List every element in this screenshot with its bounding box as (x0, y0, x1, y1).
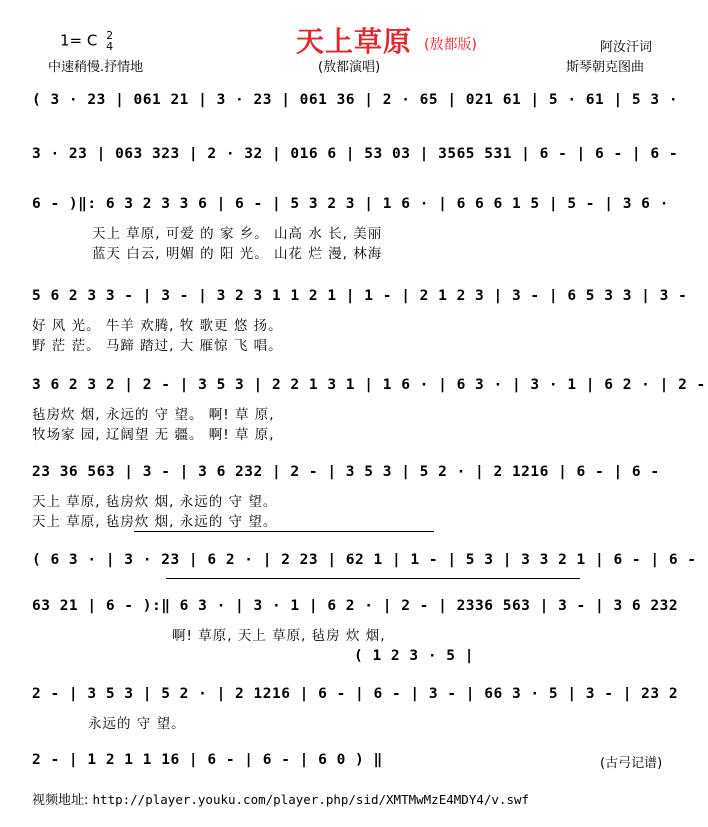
lyrics-line-4-verse-1: 好 风 光。 牛羊 欢腾, 牧 歌更 悠 扬。 (32, 318, 283, 334)
time-top: 2 (106, 29, 114, 42)
score-line-4: 5 6 2 3 3 - | 3 - | 3 2 3 1 1 2 1 | 1 - | 2 1 2 3 | 3 - | 6 5 3 3 | 3 - (32, 288, 688, 304)
time-bottom: 4 (106, 40, 114, 53)
tempo-marking: 中速稍慢.抒情地 (48, 60, 144, 75)
lyrics-line-6-verse-2: 天上 草原, 毡房炊 烟, 永远的 守 望。 (32, 514, 278, 530)
video-url-link[interactable]: http://player.youku.com/player.php/sid/XMTMwMzE4MDY4/v.swf (92, 792, 530, 807)
performer: (敖都演唱) (318, 60, 381, 75)
score-line-9: 2 - | 3 5 3 | 5 2 · | 2 1216 | 6 - | 6 - | 3 - | 66 3 · 5 | 3 - | 23 2 (32, 686, 679, 702)
transcriber-credit: (古弓记谱) (600, 756, 663, 771)
score-line-9-alternate: ( 1 2 3 · 5 | (354, 648, 474, 664)
score-line-8: 63 21 | 6 - ):‖ 6 3 · | 3 · 1 | 6 2 · | 2 - | 2336 563 | 3 - | 3 6 232 (32, 598, 679, 614)
lyrics-line-5-verse-2: 牧场家 园, 辽阔望 无 疆。 啊! 草 原, (32, 427, 275, 443)
lyrics-line-4-verse-2: 野 茫 茫。 马蹄 踏过, 大 雁惊 飞 唱。 (32, 338, 283, 354)
lyrics-line-8: 啊! 草原, 天上 草原, 毡房 炊 烟, (172, 628, 386, 644)
song-version: (敖都版) (424, 37, 477, 53)
time-signature (106, 30, 113, 52)
volta-1-bracket (134, 531, 434, 532)
video-address (32, 789, 529, 808)
key-text: 1= C (60, 31, 98, 50)
lyricist: 阿汝汗词 (600, 40, 653, 55)
lyrics-line-3-verse-1: 天上 草原, 可爱 的 家 乡。 山高 水 长, 美丽 (92, 226, 383, 242)
score-line-2: 3 · 23 | 063 323 | 2 · 32 | 016 6 | 53 03 | 3565 531 | 6 - | 6 - | 6 - (32, 146, 679, 162)
score-line-5: 3 6 2 3 2 | 2 - | 3 5 3 | 2 2 1 3 1 | 1 6 · | 6 3 · | 3 · 1 | 6 2 · | 2 - (32, 377, 706, 393)
lyrics-line-6-verse-1: 天上 草原, 毡房炊 烟, 永远的 守 望。 (32, 494, 278, 510)
video-label: 视频地址: (32, 793, 89, 808)
lyrics-line-9: 永远的 守 望。 (88, 716, 186, 732)
score-line-1: ( 3 · 23 | 061 21 | 3 · 23 | 061 36 | 2 · 65 | 021 61 | 5 · 61 | 5 3 · (32, 92, 679, 108)
score-line-3: 6 - )‖: 6 3 2 3 3 6 | 6 - | 5 3 2 3 | 1 6 · | 6 6 6 1 5 | 5 - | 3 6 · (32, 196, 669, 212)
lyrics-line-3-verse-2: 蓝天 白云, 明媚 的 阳 光。 山花 烂 漫, 林海 (92, 246, 383, 262)
composer: 斯琴朝克图曲 (566, 60, 645, 75)
song-title: 天上草原 (296, 25, 413, 58)
volta-2-bracket (166, 578, 580, 579)
key-signature (60, 30, 113, 52)
score-line-10: 2 - | 1 2 1 1 16 | 6 - | 6 - | 6 0 ) ‖ (32, 752, 383, 768)
score-line-6: 23 36 563 | 3 - | 3 6 232 | 2 - | 3 5 3 | 5 2 · | 2 1216 | 6 - | 6 - (32, 464, 660, 480)
score-line-7: ( 6 3 · | 3 · 23 | 6 2 · | 2 23 | 62 1 | 1 - | 5 3 | 3 3 2 1 | 6 - | 6 - (32, 552, 697, 568)
lyrics-line-5-verse-1: 毡房炊 烟, 永远的 守 望。 啊! 草 原, (32, 407, 275, 423)
